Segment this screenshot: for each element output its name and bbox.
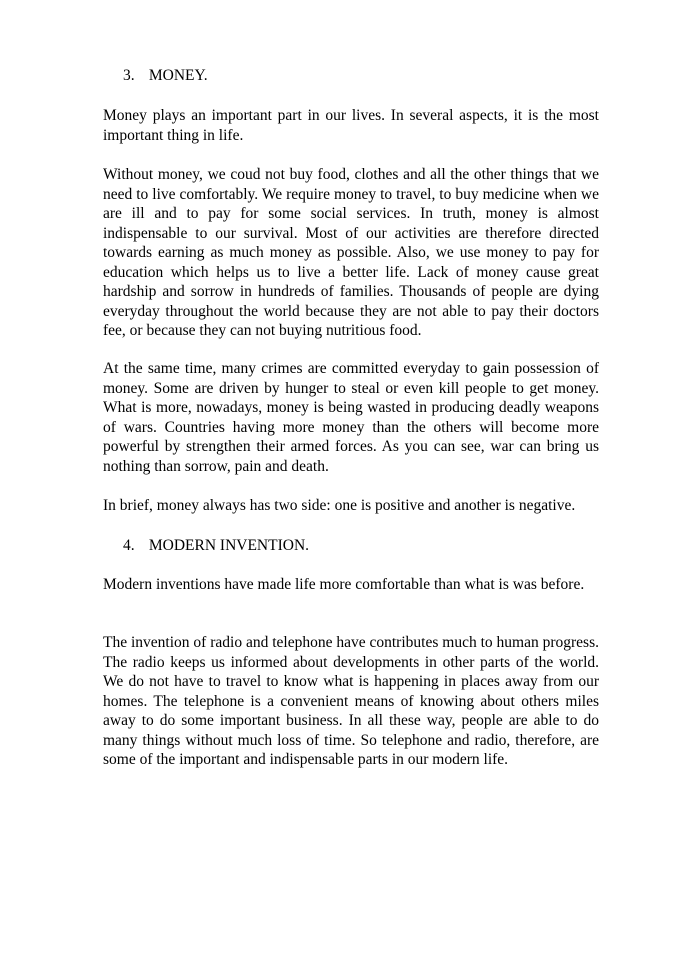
paragraph: The invention of radio and telephone have contributes much to human progress. The radio keeps us informed about developments in other parts of the world. We do not have to travel to know what is happening in places away from our homes. The telephone is a convenient means of knowing about others miles away to do some important business. In all these way, people are able to do many things without much loss of time. So telephone and radio, therefore, are some of the important and indispensable parts in our modern life. [103, 634, 599, 768]
section-title: MODERN INVENTION. [148, 537, 310, 554]
section-title: MONEY. [148, 67, 208, 84]
paragraph: Without money, we coud not buy food, clothes and all the other things that we need to live comfortably. We require money to travel, to buy medicine when we are ill and to pay for some social services. In truth, money is almost indispensable to our survival. Most of our activities are therefore directed towards earning as much money as possible. Also, we use money to pay for education which helps us to live a better life. Lack of money cause great hardship and sorrow in hundreds of families. Thousands of people are dying everyday throughout the world because they are not able to pay their doctors fee, or because they can not buying nutritious food. [103, 166, 599, 339]
paragraph: At the same time, many crimes are committed everyday to gain possession of money. Some are driven by hunger to steal or even kill people to get money. What is more, nowadays, money is being wasted in producing deadly weapons of wars. Countries having more money than the others will become more powerful by strengthen their armed forces. As you can see, war can bring us nothing than sorrow, pain and death. [103, 360, 599, 475]
section-number: 3. [123, 67, 135, 84]
section-heading-money [123, 66, 208, 86]
section-number: 4. [123, 537, 135, 554]
section-heading-modern-invention [123, 536, 309, 556]
paragraph: Modern inventions have made life more comfortable than what is was before. [103, 576, 585, 593]
paragraph: In brief, money always has two side: one is positive and another is negative. [103, 497, 576, 514]
paragraph: Money plays an important part in our lives. In several aspects, it is the most important thing in life. [103, 107, 599, 144]
